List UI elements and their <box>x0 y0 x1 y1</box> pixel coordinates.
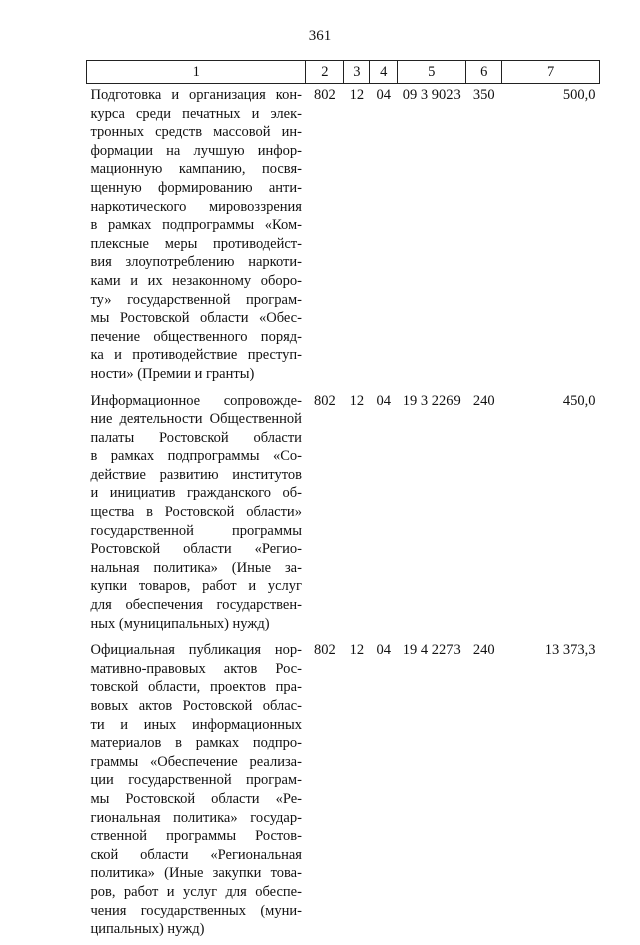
description-line: материалов в рамках подпро- <box>90 735 302 752</box>
ministry-code-cell: 802 <box>314 392 336 409</box>
target-article-cell: 19 3 2269 <box>402 392 461 409</box>
header-col-6: 6 <box>466 61 502 84</box>
description-line: ции государственной програм- <box>90 772 302 789</box>
description-line: в рамках подпрограммы «Ком- <box>90 217 302 234</box>
expense-type-cell: 240 <box>472 392 495 409</box>
description-line: мы Ростовской области «Обес- <box>90 310 302 327</box>
description-line: ками и их незаконному оборо- <box>90 272 302 289</box>
description-line: тронных средств массовой ин- <box>90 124 302 141</box>
section-cell: 12 <box>349 642 365 659</box>
header-row <box>87 61 600 84</box>
page-number: 361 <box>308 28 332 44</box>
description-line: Официальная публикация нор- <box>90 642 302 659</box>
subsection-cell: 04 <box>376 87 392 103</box>
header-col-2: 2 <box>306 61 344 84</box>
description-line: палаты Ростовской области <box>90 429 302 446</box>
description-line: гиональная политика» государ- <box>90 809 302 826</box>
ministry-code-cell: 802 <box>314 642 336 659</box>
description-line: щенную формированию анти- <box>90 179 302 196</box>
subsection-cell: 04 <box>376 642 392 659</box>
description-line: Информационное сопровожде- <box>90 392 302 409</box>
description-line: мационную кампанию, посвя- <box>90 161 302 178</box>
section-cell: 12 <box>349 392 365 409</box>
table-row <box>87 390 600 640</box>
description-line: государственной программы <box>90 522 302 539</box>
description-line: Ростовской области «Регио- <box>90 541 302 558</box>
amount-cell: 450,0 <box>562 392 596 409</box>
description-cell <box>87 390 306 640</box>
description-line: ской области «Региональная <box>90 846 302 863</box>
budget-table <box>86 60 600 945</box>
description-line: плексные меры противодейст- <box>90 235 302 252</box>
description-line: ципальных) нужд) <box>90 921 205 938</box>
description-line: наркотического мировоззрения <box>90 198 302 215</box>
description-line: ров, работ и услуг для обеспе- <box>90 883 302 900</box>
description-line: Подготовка и организация кон- <box>90 87 302 103</box>
description-line: в рамках подпрограммы «Со- <box>90 448 302 465</box>
description-line: курса среди печатных и элек- <box>90 105 302 122</box>
expense-type-cell: 240 <box>472 642 495 659</box>
description-line: чения государственных (муни- <box>90 902 302 919</box>
section-cell: 12 <box>349 87 365 103</box>
description-line: вовых актов Ростовской облас- <box>90 698 302 714</box>
amount-cell: 500,0 <box>562 87 596 103</box>
header-col-7: 7 <box>502 61 600 84</box>
header-col-3: 3 <box>344 61 370 84</box>
table-row <box>87 84 600 390</box>
description-line: купки товаров, работ и услуг <box>90 578 302 595</box>
table-body <box>87 84 600 945</box>
description-cell <box>87 639 306 945</box>
target-article-cell: 19 4 2273 <box>402 642 461 659</box>
description-line: действие развитию институтов <box>90 466 302 483</box>
description-line: для обеспечения государствен- <box>90 597 302 614</box>
table-row <box>87 639 600 945</box>
header-col-4: 4 <box>370 61 398 84</box>
ministry-code-cell: 802 <box>314 87 336 103</box>
description-line: ка и противодействие преступ- <box>90 347 302 364</box>
description-line: граммы «Обеспечение реализа- <box>90 753 302 770</box>
description-cell <box>87 84 306 390</box>
description-line: товской области, проектов пра- <box>90 679 302 696</box>
table-header <box>87 61 600 84</box>
description-line: ных (муниципальных) нужд) <box>90 615 270 632</box>
header-col-5: 5 <box>398 61 466 84</box>
description-line: ственной программы Ростов- <box>90 828 302 845</box>
description-line: ности» (Премии и гранты) <box>90 365 255 382</box>
description-line: ту» государственной програм- <box>90 291 302 308</box>
description-line: мативно-правовых актов Рос- <box>90 660 302 677</box>
description-line: нальная политика» (Иные за- <box>90 559 302 576</box>
description-line: и инициатив гражданского об- <box>90 485 302 502</box>
description-line: вия злоупотреблению наркоти- <box>90 254 302 271</box>
description-line: формации на лучшую инфор- <box>90 142 302 159</box>
header-col-1: 1 <box>87 61 306 84</box>
description-line: ти и иных информационных <box>90 716 302 733</box>
expense-type-cell: 350 <box>472 87 495 103</box>
amount-cell: 13 373,3 <box>544 642 596 659</box>
subsection-cell: 04 <box>376 392 392 409</box>
target-article-cell: 09 3 9023 <box>402 87 461 103</box>
description-line: политика» (Иные закупки това- <box>90 865 302 882</box>
description-line: печение общественного поряд- <box>90 328 302 345</box>
description-line: щества в Ростовской области» <box>90 504 302 521</box>
description-line: ние деятельности Общественной <box>90 411 302 428</box>
description-line: мы Ростовской области «Ре- <box>90 790 302 807</box>
